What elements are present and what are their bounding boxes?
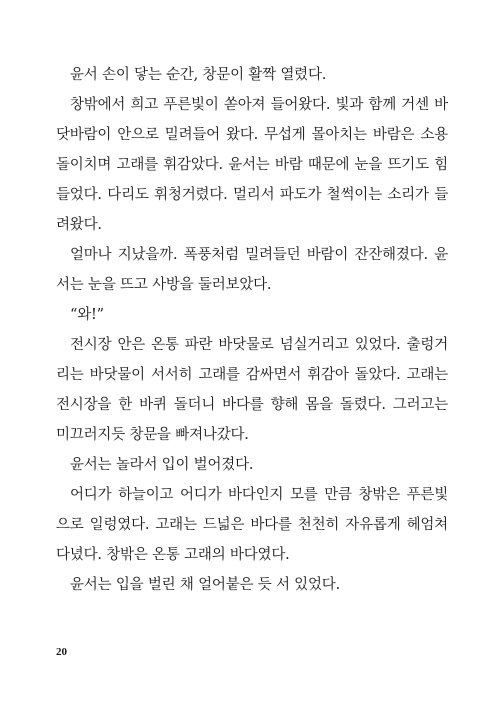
- text-line: 윤서 손이 닿는 순간, 창문이 활짝 열렸다.: [70, 67, 327, 83]
- text-line: 닷바람이 안으로 밀려들어 왔다. 무섭게 몰아치는 바람은 소용: [56, 127, 448, 143]
- text-line: 윤서는 입을 벌린 채 얼어붙은 듯 서 있었다.: [70, 577, 340, 593]
- text-line: “와!”: [70, 307, 104, 323]
- body-text: [56, 60, 448, 600]
- text-line: 으로 일렁였다. 고래는 드넓은 바다를 천천히 자유롭게 헤엄쳐: [56, 517, 448, 533]
- text-line: 리는 바닷물이 서서히 고래를 감싸면서 휘감아 돌았다. 고래는: [56, 367, 448, 383]
- text-line: 윤서는 놀라서 입이 벌어졌다.: [70, 457, 254, 473]
- text-line: 전시장 안은 온통 파란 바닷물로 넘실거리고 있었다. 출렁거: [70, 337, 448, 353]
- text-line: 창밖에서 희고 푸른빛이 쏟아져 들어왔다. 빛과 함께 거센 바: [70, 97, 448, 113]
- text-line: 전시장을 한 바퀴 돌더니 바다를 향해 몸을 돌렸다. 그러고는: [56, 397, 448, 413]
- text-line: 다녔다. 창밖은 온통 고래의 바다였다.: [56, 547, 290, 563]
- text-line: 미끄러지듯 창문을 빠져나갔다.: [56, 427, 249, 443]
- text-line: 려왔다.: [56, 217, 102, 233]
- text-line: 어디가 하늘이고 어디가 바다인지 모를 만큼 창밖은 푸른빛: [70, 487, 448, 503]
- text-line: 서는 눈을 뜨고 사방을 둘러보았다.: [56, 277, 272, 293]
- text-line: 들었다. 다리도 휘청거렸다. 멀리서 파도가 철썩이는 소리가 들: [56, 187, 448, 203]
- page-number: 20: [56, 646, 67, 658]
- text-line: 돌이치며 고래를 휘감았다. 윤서는 바람 때문에 눈을 뜨기도 힘: [56, 157, 448, 173]
- text-line: 얼마나 지났을까. 폭풍처럼 밀려들던 바람이 잔잔해졌다. 윤: [70, 247, 448, 263]
